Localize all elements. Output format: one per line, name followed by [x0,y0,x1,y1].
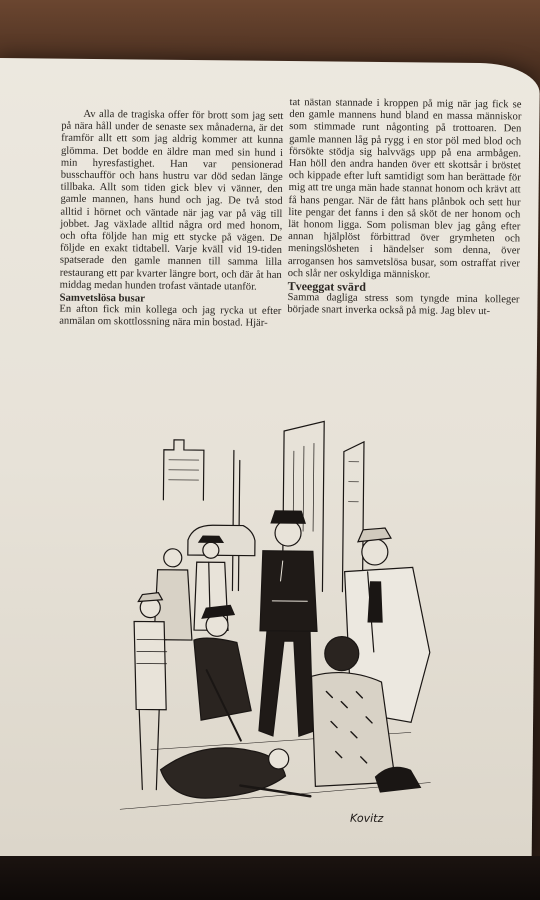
intro-paragraph: Av alla de tragiska offer för brott som jag sett på nära håll under de senaste sex månaderna, är det framför allt ett som jag aldrig kommer att kunna glömma. Det bodde en äldre man med sin hund i min hyresfastighet. Han var pensionerad busschaufför och hans hustru var död sedan länge tillbaka. Allt som tiden gick blev vi vänner, den gamle mannen, hans hund och jag. De två stod alltid i hörnet och väntade när jag var på väg till jobbet. Jag växlade alltid några ord med honom, och ofta följde han mig ett stycke på vägen. De följde en exakt tidtabell. Varje kväll vid 19-tiden spatserade den gamle mannen till samma lilla restaurang ett par kvarter längre bort, och där åt han middag medan hunden trofast väntade utanför. [59,108,284,293]
street-crime-scene-illustration-icon [110,389,445,832]
book-edge-shadow [0,856,540,900]
right-text-column [287,97,521,319]
section-heading-samvetslosa-busar: Samvetslösa busar [59,291,146,305]
section-paragraph-right: Samma dagliga stress som tyngde mina kolleger började snart inverka också på mig. Jag blev ut- [287,292,520,318]
left-text-column [59,109,283,331]
artist-signature: Kovitz [349,811,384,826]
continuation-paragraph: tat nästan stannade i kroppen på mig när jag fick se den gamle mannens hund bland en massa människor som stimmade runt någonting på trottoaren. Den gamle mannen låg på rygg i en stor pöl med blod och försökte stödja sig halvvägs upp på ena armbågen. Han höll den andra handen över ett skottsår i bröstet och kippade efter luft samtidigt som han berättade för mig att tre unga män hade stannat honom och krävt att få hans pengar. När de fått hans plånbok och sett hur lite pengar det fanns i den så sköt de ner honom och lät honom ligga. Som polisman blev jag gång efter annan hjälplöst förbittrad över grymheten och meningslösheten i händelser som denna, över arrogansen hos samvetslösa busar, som ostraffat river och slår ner oskyldiga människor. [287,97,522,281]
section-paragraph-left: En afton fick min kollega och jag rycka ut efter anmälan om skottlossning nära min bostad. Hjär- [59,303,282,330]
section-heading-tveeggat-svard: Tveeggat svärd [287,279,367,294]
book-page [0,58,540,864]
